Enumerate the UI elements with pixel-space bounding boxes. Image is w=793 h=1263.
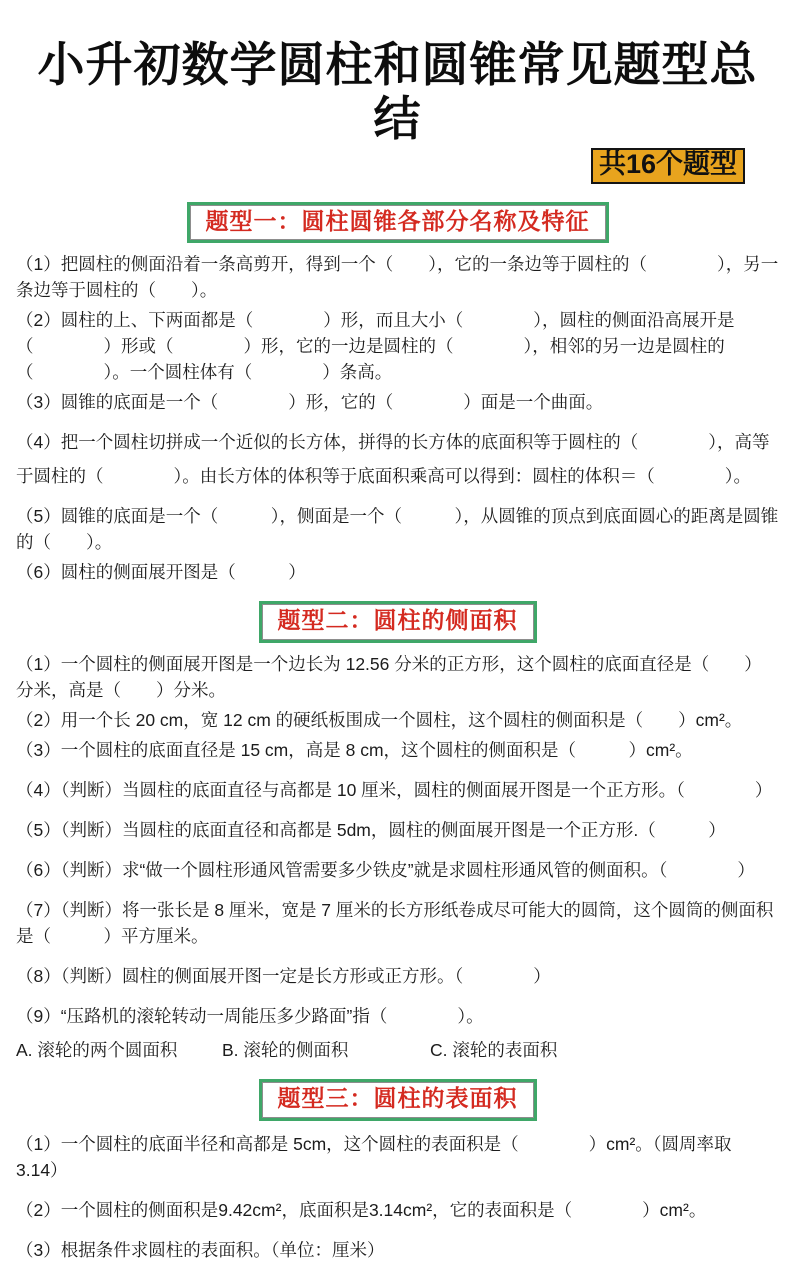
choice-option-c: C. 滚轮的表面积 <box>430 1039 558 1060</box>
section-1 <box>16 202 779 244</box>
question-text: （5）圆锥的底面是一个（ ），侧面是一个（ ），从圆锥的顶点到底面圆心的距离是圆锥的（ ）。 <box>16 506 779 553</box>
choice-option-b: B. 滚轮的侧面积 <box>222 1039 349 1060</box>
section-3 <box>16 1079 779 1121</box>
question-text: （6）（判断）求“做一个圆柱形通风管需要多少铁皮”就是求圆柱形通风管的侧面积。（ ） <box>16 859 755 880</box>
section-3-heading: 题型三：圆柱的表面积 <box>259 1079 537 1121</box>
question-text: （2）一个圆柱的侧面积是9.42cm²，底面积是3.14cm²，它的表面积是（ ）cm²。 <box>16 1199 707 1220</box>
question-text: （1）一个圆柱的底面半径和高都是 5cm，这个圆柱的表面积是（ ）cm²。（圆周率取 3.14） <box>16 1133 732 1180</box>
question-text: （8）（判断）圆柱的侧面展开图一定是长方形或正方形。（ ） <box>16 965 551 986</box>
question-text: （1）把圆柱的侧面沿着一条高剪开，得到一个（ ），它的一条边等于圆柱的（ ），另一条边等于圆柱的（ ）。 <box>16 254 779 301</box>
question-text: （3）圆锥的底面是一个（ ）形，它的（ ）面是一个曲面。 <box>16 392 604 413</box>
question-text: （4）（判断）当圆柱的底面直径与高都是 10 厘米，圆柱的侧面展开图是一个正方形。（ ） <box>16 779 773 800</box>
question-text: （5）（判断）当圆柱的底面直径和高都是 5dm，圆柱的侧面展开图是一个正方形.（ ） <box>16 819 726 840</box>
question-text: （9）“压路机的滚轮转动一周能压多少路面”指（ ）。 <box>16 1005 484 1026</box>
question-text: （1）一个圆柱的侧面展开图是一个边长为 12.56 分米的正方形，这个圆柱的底面直径是（ ）分米，高是（ ）分米。 <box>16 653 762 700</box>
choice-row <box>16 1037 779 1063</box>
question-text: （2）圆柱的上、下两面都是（ ）形，而且大小（ ），圆柱的侧面沿高展开是（ ）形或（ ）形，它的一边是圆柱的（ ），相邻的另一边是圆柱的（ ）。一个圆柱体有（ ）条高。 <box>16 310 735 383</box>
section-1-heading: 题型一：圆柱圆锥各部分名称及特征 <box>187 202 609 244</box>
question-text: （3）根据条件求圆柱的表面积。（单位：厘米） <box>16 1239 385 1260</box>
question-text: （4）把一个圆柱切拼成一个近似的长方体，拼得的长方体的底面积等于圆柱的（ ），高等于圆柱的（ ）。由长方体的体积等于底面积乘高可以得到：圆柱的体积＝（ ）。 <box>16 432 770 487</box>
question-text: （2）用一个长 20 cm，宽 12 cm 的硬纸板围成一个圆柱，这个圆柱的侧面积是（ ）cm²。 <box>16 709 743 730</box>
question-text: （7）（判断）将一张长是 8 厘米，宽是 7 厘米的长方形纸卷成尽可能大的圆筒，这个圆筒的侧面积是（ ）平方厘米。 <box>16 899 774 946</box>
page-title: 小升初数学圆柱和圆锥常见题型总结 <box>37 38 758 146</box>
badge-row <box>16 148 779 184</box>
question-text: （6）圆柱的侧面展开图是（ ） <box>16 562 306 583</box>
question-text: （3）一个圆柱的底面直径是 15 cm，高是 8 cm，这个圆柱的侧面积是（ ）cm²。 <box>16 739 693 760</box>
choice-option-a: A. 滚轮的两个圆面积 <box>16 1039 178 1060</box>
section-2 <box>16 601 779 643</box>
section-2-heading: 题型二：圆柱的侧面积 <box>259 601 537 643</box>
question-count-badge: 共16个题型 <box>591 148 745 184</box>
